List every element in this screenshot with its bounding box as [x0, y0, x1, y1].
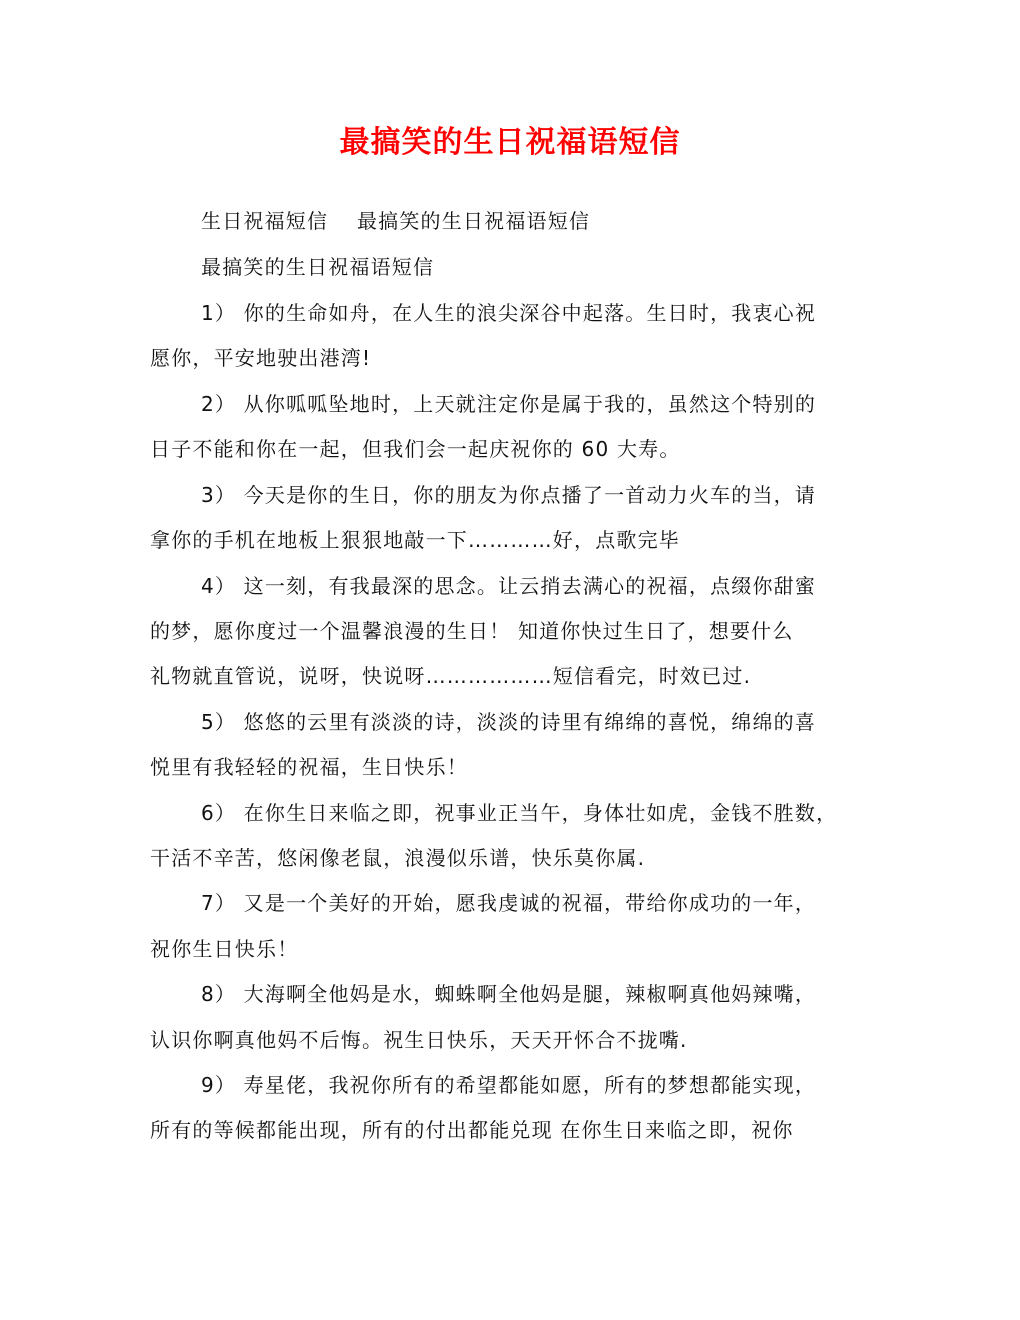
body-line: 悦里有我轻轻的祝福，生日快乐！	[150, 755, 468, 779]
body-line: 2） 从你呱呱坠地时，上天就注定你是属于我的，虽然这个特别的	[201, 392, 817, 416]
body-line: 5） 悠悠的云里有淡淡的诗，淡淡的诗里有绵绵的喜悦，绵绵的喜	[201, 710, 817, 734]
body-line: 9） 寿星佬，我祝你所有的希望都能如愿，所有的梦想都能实现，	[201, 1073, 817, 1097]
body-line: 认识你啊真他妈不后悔。祝生日快乐，天天开怀合不拢嘴.	[150, 1028, 688, 1052]
document-title: 最搞笑的生日祝福语短信	[339, 125, 681, 160]
body-line: 最搞笑的生日祝福语短信	[201, 255, 435, 279]
body-line: 所有的等候都能出现，所有的付出都能兑现 在你生日来临之即，祝你	[150, 1118, 794, 1142]
body-line: 拿你的手机在地板上狠狠地敲一下…………好，点歌完毕	[150, 528, 680, 552]
body-line: 祝你生日快乐！	[150, 937, 299, 961]
body-line: 1） 你的生命如舟，在人生的浪尖深谷中起落。生日时，我衷心祝	[201, 301, 817, 325]
body-line: 3） 今天是你的生日，你的朋友为你点播了一首动力火车的当，请	[201, 483, 817, 507]
body-line: 生日祝福短信 最搞笑的生日祝福语短信	[201, 209, 591, 233]
body-line: 日子不能和你在一起，但我们会一起庆祝你的 60 大寿。	[150, 437, 681, 461]
body-line: 愿你，平安地驶出港湾!	[150, 346, 372, 370]
body-line: 7） 又是一个美好的开始，愿我虔诚的祝福，带给你成功的一年，	[201, 891, 817, 915]
body-line: 礼物就直管说，说呀，快说呀………………短信看完，时效已过.	[150, 664, 752, 688]
body-line: 8） 大海啊全他妈是水，蜘蛛啊全他妈是腿，辣椒啊真他妈辣嘴，	[201, 982, 817, 1006]
body-line: 6） 在你生日来临之即，祝事业正当午，身体壮如虎，金钱不胜数，	[201, 801, 838, 825]
body-line: 干活不辛苦，悠闲像老鼠，浪漫似乐谱，快乐莫你属.	[150, 846, 646, 870]
body-line: 的梦，愿你度过一个温馨浪漫的生日！ 知道你快过生日了，想要什么	[150, 619, 794, 643]
body-line: 4） 这一刻，有我最深的思念。让云捎去满心的祝福，点缀你甜蜜	[201, 574, 817, 598]
